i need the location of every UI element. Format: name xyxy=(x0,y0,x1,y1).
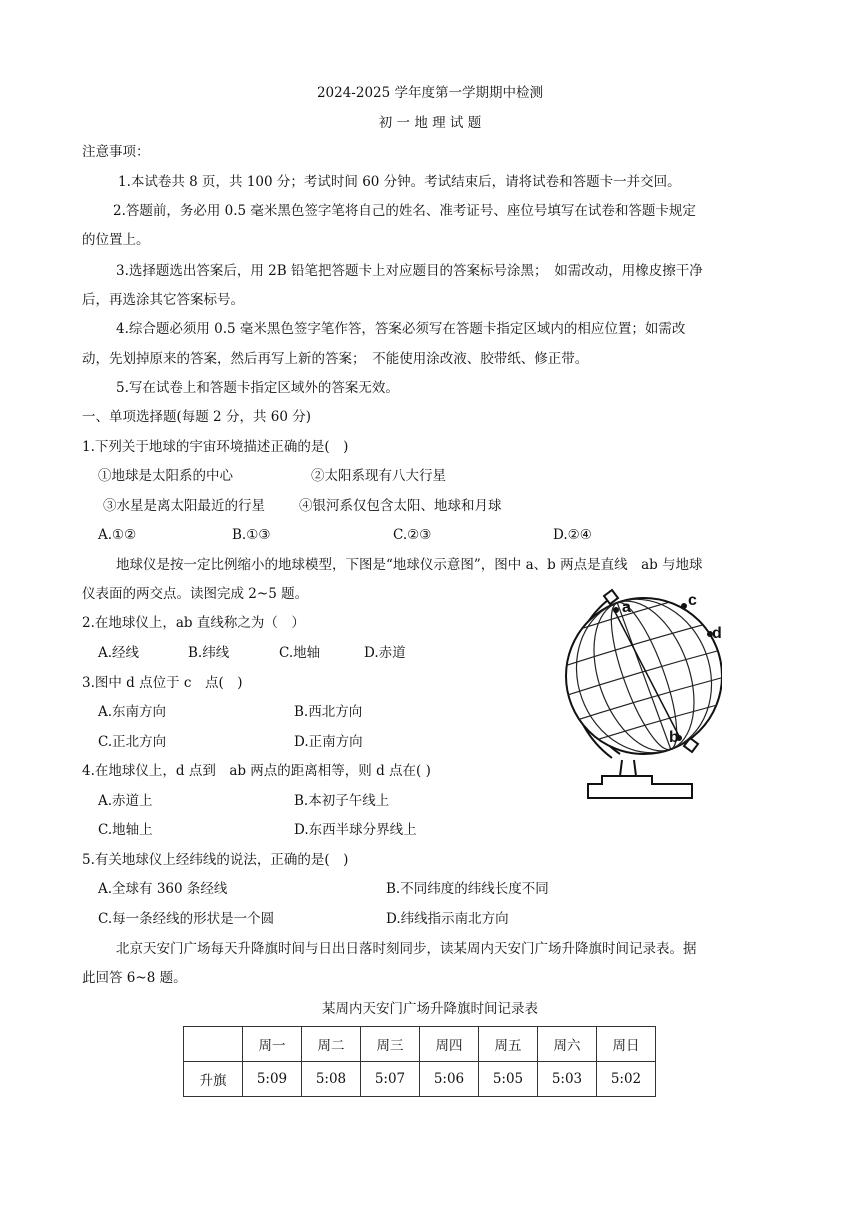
page-subtitle: 初 一 地 理 试 题 xyxy=(378,115,482,131)
q2-option-c: C.地轴 xyxy=(279,645,321,661)
globe-label-c: c xyxy=(688,592,697,609)
table-cell: 5:09 xyxy=(243,1062,302,1097)
q2-option-a: A.经线 xyxy=(98,645,140,661)
q1-statement-4: ④银河系仅包含太阳、地球和月球 xyxy=(299,498,502,514)
q4-option-d: D.东西半球分界线上 xyxy=(294,822,417,838)
table-cell: 5:06 xyxy=(420,1062,479,1097)
globe-diagram xyxy=(552,588,722,803)
q1-stem: 1.下列关于地球的宇宙环境描述正确的是( ) xyxy=(82,439,349,455)
globe-point-c xyxy=(681,603,687,609)
q2-stem: 2.在地球仪上，ab 直线称之为（ ） xyxy=(82,615,305,631)
table-row xyxy=(184,1062,656,1097)
table-cell: 5:07 xyxy=(361,1062,420,1097)
q2-option-d: D.赤道 xyxy=(364,645,406,661)
notice-4-line1: 4.综合题必须用 0.5 毫米黑色签字笔作答，答案必须写在答题卡指定区域内的相应位置；如需改 xyxy=(116,321,686,337)
globe-label-b: b xyxy=(669,729,679,746)
q5-stem: 5.有关地球仪上经纬线的说法，正确的是( ) xyxy=(82,852,349,868)
q1-option-d: D.②④ xyxy=(553,527,592,543)
q5-option-a: A.全球有 360 条经线 xyxy=(98,881,228,897)
table-caption: 某周内天安门广场升降旗时间记录表 xyxy=(322,1001,538,1017)
table-header-cell: 周六 xyxy=(538,1027,597,1062)
intro-6-8-line1: 北京天安门广场每天升降旗时间与日出日落时刻同步，读某周内天安门广场升降旗时间记录表。据 xyxy=(116,941,697,957)
table-header-cell: 周一 xyxy=(243,1027,302,1062)
table-header-cell: 周四 xyxy=(420,1027,479,1062)
q1-option-b: B.①③ xyxy=(232,527,271,543)
section-heading: 一、单项选择题(每题 2 分，共 60 分) xyxy=(82,409,311,425)
q2-option-b: B.纬线 xyxy=(188,645,230,661)
notice-4-line2: 动，先划掉原来的答案，然后再写上新的答案； 不能使用涂改液、胶带纸、修正带。 xyxy=(82,351,589,367)
table-corner-cell xyxy=(184,1027,243,1062)
q5-option-c: C.每一条经线的形状是一个圆 xyxy=(98,911,275,927)
table-header-row xyxy=(184,1027,656,1062)
notice-2-line2: 的位置上。 xyxy=(82,232,150,248)
table-cell: 5:03 xyxy=(538,1062,597,1097)
globe-stand xyxy=(588,760,692,798)
q4-option-b: B.本初子午线上 xyxy=(294,793,390,809)
q1-option-c: C.②③ xyxy=(393,527,432,543)
notice-5: 5.写在试卷上和答题卡指定区域外的答案无效。 xyxy=(116,380,399,396)
globe-point-a xyxy=(613,607,619,613)
q3-option-c: C.正北方向 xyxy=(98,734,167,750)
table-header-cell: 周二 xyxy=(302,1027,361,1062)
q1-option-a: A.①② xyxy=(98,527,137,543)
table-header-cell: 周三 xyxy=(361,1027,420,1062)
table-cell: 5:08 xyxy=(302,1062,361,1097)
q3-option-d: D.正南方向 xyxy=(294,734,363,750)
notice-3-line2: 后，再选涂其它答案标号。 xyxy=(82,292,244,308)
table-row-label: 升旗 xyxy=(184,1062,243,1097)
intro-2-5-line1: 地球仪是按一定比例缩小的地球模型，下图是“地球仪示意图”，图中 a、b 两点是直线 ab 与地球 xyxy=(116,557,703,573)
q1-statement-1: ①地球是太阳系的中心 xyxy=(98,468,233,484)
intro-6-8-line2: 此回答 6~8 题。 xyxy=(82,970,187,986)
q4-stem: 4.在地球仪上，d 点到 ab 两点的距离相等，则 d 点在( ) xyxy=(82,763,431,779)
q4-option-a: A.赤道上 xyxy=(98,793,153,809)
table-cell: 5:02 xyxy=(597,1062,656,1097)
q4-option-c: C.地轴上 xyxy=(98,822,153,838)
q3-option-b: B.西北方向 xyxy=(294,704,363,720)
q5-option-b: B.不同纬度的纬线长度不同 xyxy=(386,881,549,897)
notice-1: 1.本试卷共 8 页，共 100 分；考试时间 60 分钟。考试结束后，请将试卷和答题卡一并交回。 xyxy=(118,174,681,190)
table-header-cell: 周日 xyxy=(597,1027,656,1062)
q1-statement-3: ③水星是离太阳最近的行星 xyxy=(103,498,265,514)
notice-heading: 注意事项： xyxy=(82,144,150,160)
globe-label-a: a xyxy=(622,599,631,616)
table-header-cell: 周五 xyxy=(479,1027,538,1062)
table-cell: 5:05 xyxy=(479,1062,538,1097)
q3-option-a: A.东南方向 xyxy=(98,704,167,720)
page-title: 2024-2025 学年度第一学期期中检测 xyxy=(316,85,544,101)
notice-3-line1: 3.选择题选出答案后，用 2B 铅笔把答题卡上对应题目的答案标号涂黑； 如需改动，用橡皮擦干净 xyxy=(116,263,703,279)
q3-stem: 3.图中 d 点位于 c 点( ) xyxy=(82,675,243,691)
q5-option-d: D.纬线指示南北方向 xyxy=(386,911,509,927)
intro-2-5-line2: 仪表面的两交点。读图完成 2~5 题。 xyxy=(82,586,309,602)
notice-2-line1: 2.答题前，务必用 0.5 毫米黑色签字笔将自己的姓名、准考证号、座位号填写在试卷和答题卡规定 xyxy=(113,203,696,219)
flag-time-table xyxy=(183,1026,656,1097)
q1-statement-2: ②太阳系现有八大行星 xyxy=(311,468,446,484)
globe-label-d: d xyxy=(712,625,722,642)
